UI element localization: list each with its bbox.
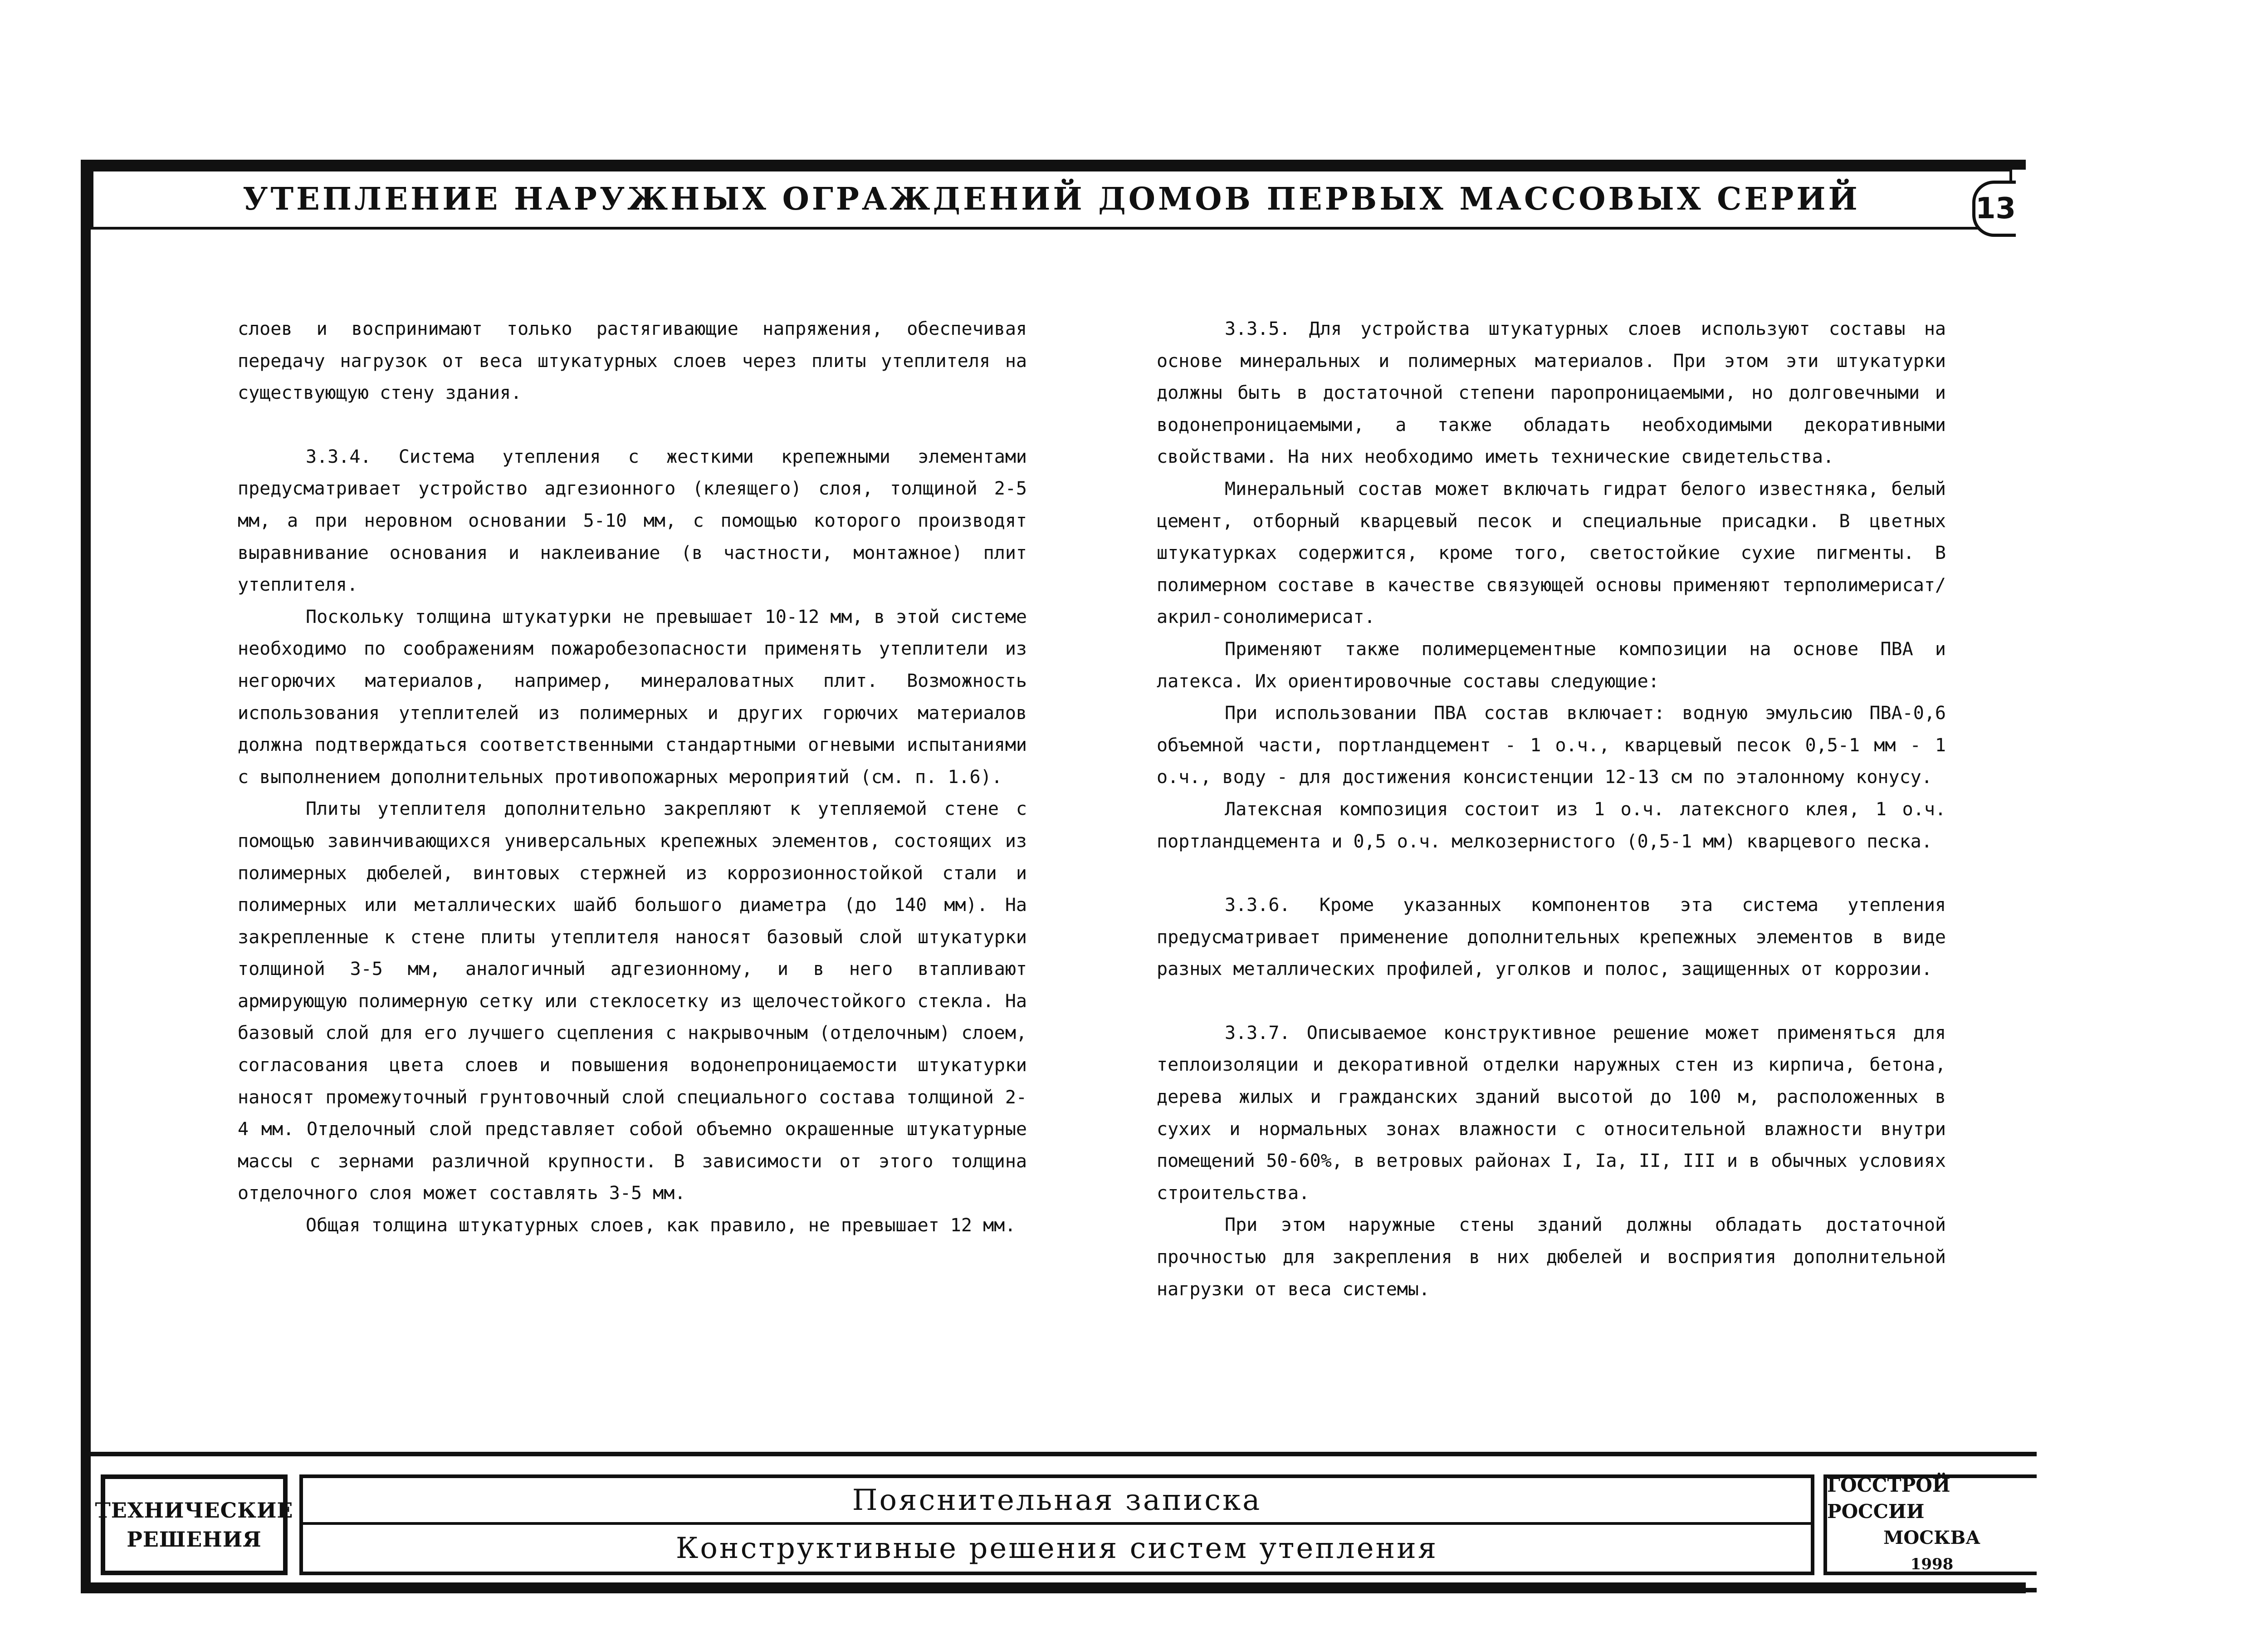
title-box (91, 169, 2012, 230)
paragraph: слоев и воспринимают только растягивающие напряжения, обеспечивая передачу нагрузок от веса штукатурных слоев через плиты утеплителя на существующую стену здания. (238, 318, 1027, 404)
paragraph: Поскольку толщина штукатурки не превышает 10-12 мм, в этой системе необходимо по соображениям пожаробезопасности применять утеплители из негорючих материалов, например, минераловатных плит. Возможность использования утеплителей из полимерных и других горючих материалов должна подтверждаться соответственными стандартными огневыми испытаниями с выполнением дополнительных противопожарных мероприятий (см. п. 1.6). (238, 606, 1027, 788)
paragraph: Общая толщина штукатурных слоев, как правило, не превышает 12 мм. (306, 1215, 1016, 1236)
footer-year: 1998 (1910, 1555, 1954, 1573)
footer-publisher: ГОССТРОЙ РОССИИ (1827, 1474, 1950, 1523)
paragraph: 3.3.4. Система утепления с жесткими крепежными элементами предусматривает устройство адгезионного (клеящего) слоя, толщиной 2-5 мм, а при неровном основании 5-10 мм, с помощью которого производят выравнивание основания и наклеивание (в частности, монтажное) плит утеплителя. (238, 446, 1027, 596)
paragraph-gap (1157, 985, 1946, 1017)
sheet-number: 13 (1972, 181, 2016, 237)
paragraph: При использовании ПВА состав включает: водную эмульсию ПВА-0,6 объемной части, портландцемент - 1 о.ч., кварцевый песок 0,5-1 мм - 1 о.ч., воду - для достижения консистенции 12-13 см по эталонному конусу. (1157, 703, 1946, 788)
paragraph: 3.3.5. Для устройства штукатурных слоев используют составы на основе минеральных и полимерных материалов. При этом эти штукатурки должны быть в достаточной степени паропроницаемыми, но долговечными и водонепроницаемыми, а также обладать необходимыми декоративными свойствами. На них необходимо иметь технические свидетельства. (1157, 318, 1946, 468)
page-title: УТЕПЛЕНИЕ НАРУЖНЫХ ОГРАЖДЕНИЙ ДОМОВ ПЕРВЫХ МАССОВЫХ СЕРИЙ (243, 181, 1860, 217)
paragraph: Применяют также полимерцементные композиции на основе ПВА и латекса. Их ориентировочные составы следующие: (1157, 638, 1946, 692)
paragraph: 3.3.7. Описываемое конструктивное решение может применяться для теплоизоляции и декоративной отделки наружных стен из кирпича, бетона, дерева жилых и гражданских зданий высотой до 100 м, расположенных в сухих и нормальных зонах влажности с относительной влажности внутри помещений 50-60%, в ветровых районах I, Ia, II, III и в обычных условиях строительства. (1157, 1022, 1946, 1204)
paragraph: Плиты утеплителя дополнительно закрепляют к утепляемой стене с помощью завинчивающихся универсальных крепежных элементов, состоящих из полимерных дюбелей, винтовых стержней из коррозионностойкой стали и полимерных или металлических шайб большого диаметра (до 140 мм). На закрепленные к стене плиты утеплителя наносят базовый слой штукатурки толщиной 3-5 мм, аналогичный адгезионному, и в него втапливают армирующую полимерную сетку или стеклосетку из щелочестойкого стекла. На базовый слой для его лучшего сцепления с накрывочным (отделочным) слоем, согласования цвета слоев и повышения водонепроницаемости штукатурки наносят промежуточный грунтовочный слой специального состава толщиной 2-4 мм. Отделочный слой представляет собой объемно окрашенные штукатурные массы с зернами различной крупности. В зависимости от этого толщина отделочного слоя может составлять 3-5 мм. (238, 798, 1027, 1204)
bottom-rule (91, 1588, 2037, 1592)
footer-title-box (299, 1474, 1814, 1575)
footer-city: МОСКВА (1883, 1527, 1980, 1548)
footer-rule (91, 1452, 2037, 1456)
right-column (1157, 313, 1946, 1305)
footer-category-line2: РЕШЕНИЯ (127, 1527, 262, 1552)
paragraph: 3.3.6. Кроме указанных компонентов эта система утепления предусматривает применение дополнительных крепежных элементов в виде разных металлических профилей, уголков и полос, защищенных от коррозии. (1157, 895, 1946, 980)
footer-category-box (95, 1474, 293, 1575)
footer-doc-title: Пояснительная записка (303, 1478, 1811, 1525)
footer-publisher-box (1823, 1474, 2037, 1575)
footer-category-line1: ТЕХНИЧЕСКИЕ (95, 1498, 293, 1523)
left-column (238, 313, 1027, 1242)
paragraph: При этом наружные стены зданий должны обладать достаточной прочностью для закрепления в них дюбелей и восприятия дополнительной нагрузки от веса системы. (1157, 1215, 1946, 1300)
footer-doc-subtitle: Конструктивные решения систем утепления (675, 1531, 1438, 1565)
paragraph-gap (1157, 857, 1946, 889)
paragraph-gap (238, 409, 1027, 441)
paragraph: Минеральный состав может включать гидрат белого известняка, белый цемент, отборный кварцевый песок и специальные присадки. В цветных штукатурках содержится, кроме того, светостойкие сухие пигменты. В полимерном составе в качестве связующей основы применяют терполимерисат/акрил-сонолимерисат. (1157, 478, 1946, 628)
paragraph: Латексная композиция состоит из 1 о.ч. латексного клея, 1 о.ч. портландцемента и 0,5 о.ч. мелкозернистого (0,5-1 мм) кварцевого песка. (1157, 798, 1946, 852)
